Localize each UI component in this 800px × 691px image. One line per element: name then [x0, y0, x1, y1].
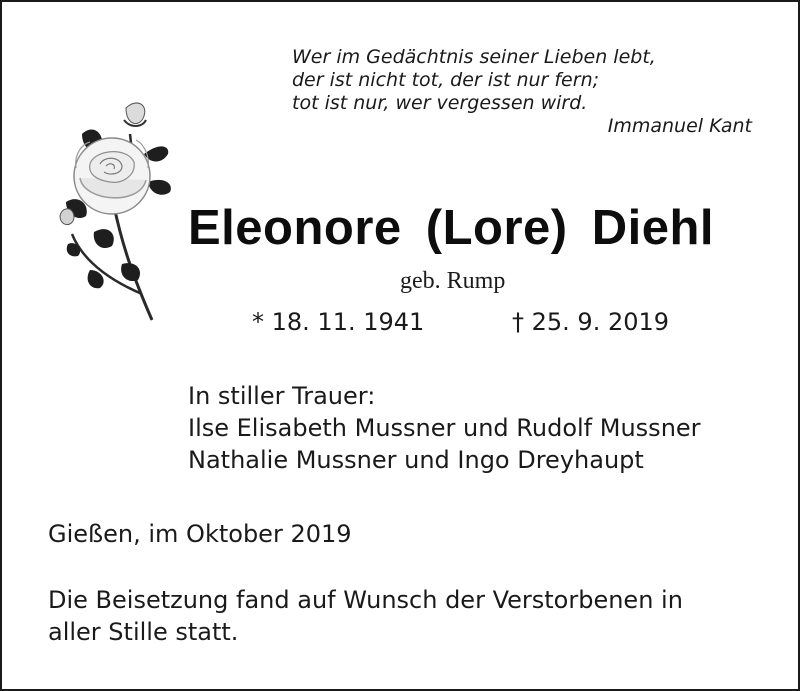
burial-note-line: Die Beisetzung fand auf Wunsch der Verstorbenen in	[48, 586, 683, 614]
maiden-name: geb. Rump	[400, 268, 506, 294]
memorial-quote	[292, 46, 752, 138]
quote-line: Wer im Gedächtnis seiner Lieben lebt,	[292, 46, 656, 68]
mourner-names: Ilse Elisabeth Mussner und Rudolf Mussner	[188, 414, 701, 442]
burial-note	[48, 584, 768, 648]
rose-icon	[52, 94, 182, 326]
burial-note-line: aller Stille statt.	[48, 618, 239, 646]
quote-author: Immanuel Kant	[607, 115, 752, 137]
quote-line: tot ist nur, wer vergessen wird.	[292, 92, 588, 114]
mourner-names: Nathalie Mussner und Ingo Dreyhaupt	[188, 446, 644, 474]
mourners-heading: In stiller Trauer:	[188, 382, 376, 410]
death-date: † 25. 9. 2019	[512, 308, 670, 336]
mourners-block	[188, 380, 701, 476]
place-and-date: Gießen, im Oktober 2019	[48, 520, 352, 548]
deceased-name: Eleonore (Lore) Diehl	[188, 201, 715, 255]
quote-line: der ist nicht tot, der ist nur fern;	[292, 69, 600, 91]
birth-date: * 18. 11. 1941	[252, 308, 425, 336]
